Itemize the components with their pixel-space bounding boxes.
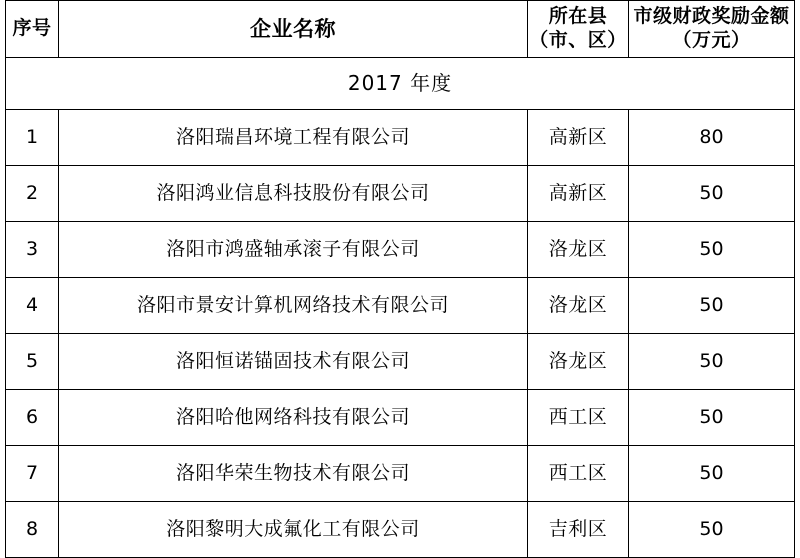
table-row [6, 334, 795, 390]
cell-area: 西工区 [528, 390, 629, 446]
cell-area: 洛龙区 [528, 222, 629, 278]
cell-amount: 50 [629, 390, 795, 446]
cell-seq: 8 [6, 502, 59, 558]
cell-name: 洛阳哈他网络科技有限公司 [59, 390, 528, 446]
cell-name: 洛阳鸿业信息科技股份有限公司 [59, 166, 528, 222]
cell-area: 洛龙区 [528, 334, 629, 390]
table-row [6, 390, 795, 446]
table-row [6, 222, 795, 278]
cell-name: 洛阳恒诺锚固技术有限公司 [59, 334, 528, 390]
cell-seq: 3 [6, 222, 59, 278]
cell-amount: 50 [629, 446, 795, 502]
cell-seq: 7 [6, 446, 59, 502]
column-header-seq: 序号 [6, 1, 59, 58]
cell-seq: 6 [6, 390, 59, 446]
cell-name: 洛阳市景安计算机网络技术有限公司 [59, 278, 528, 334]
cell-seq: 4 [6, 278, 59, 334]
cell-area: 吉利区 [528, 502, 629, 558]
cell-amount: 50 [629, 166, 795, 222]
cell-area: 洛龙区 [528, 278, 629, 334]
cell-name: 洛阳黎明大成氟化工有限公司 [59, 502, 528, 558]
table-row [6, 110, 795, 166]
table-header-row [6, 1, 795, 58]
cell-area: 高新区 [528, 166, 629, 222]
cell-area: 高新区 [528, 110, 629, 166]
table-row [6, 166, 795, 222]
table-row [6, 502, 795, 558]
award-table [5, 0, 795, 558]
cell-seq: 2 [6, 166, 59, 222]
section-year-label: 2017 年度 [6, 58, 795, 110]
column-header-area: 所在县（市、区） [528, 1, 629, 58]
table-row [6, 446, 795, 502]
section-year-row [6, 58, 795, 110]
cell-seq: 5 [6, 334, 59, 390]
cell-name: 洛阳市鸿盛轴承滚子有限公司 [59, 222, 528, 278]
cell-amount: 50 [629, 278, 795, 334]
cell-amount: 80 [629, 110, 795, 166]
table-row [6, 278, 795, 334]
column-header-amount: 市级财政奖励金额 （万元） [629, 1, 795, 58]
cell-name: 洛阳华荣生物技术有限公司 [59, 446, 528, 502]
cell-area: 西工区 [528, 446, 629, 502]
cell-seq: 1 [6, 110, 59, 166]
cell-amount: 50 [629, 502, 795, 558]
cell-amount: 50 [629, 222, 795, 278]
cell-amount: 50 [629, 334, 795, 390]
cell-name: 洛阳瑞昌环境工程有限公司 [59, 110, 528, 166]
column-header-name: 企业名称 [59, 1, 528, 58]
